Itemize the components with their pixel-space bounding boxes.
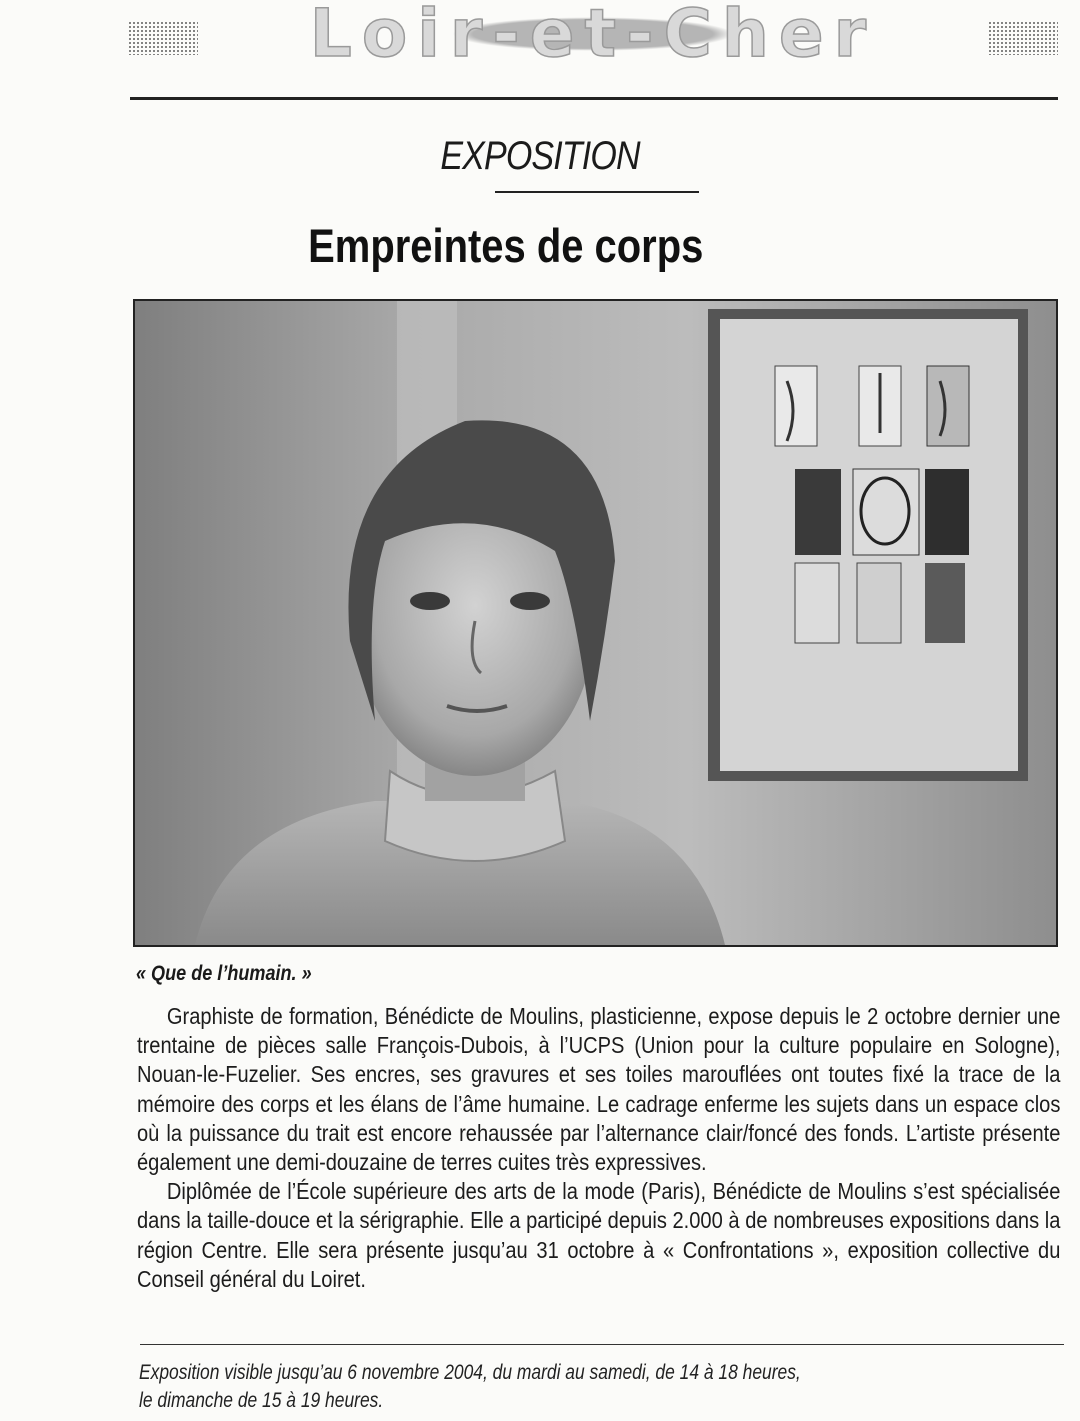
photo-caption: « Que de l’humain. »: [136, 962, 312, 985]
article-paragraph: Graphiste de formation, Bénédicte de Moulins, plasticienne, expose depuis le 2 octobre dernier une trentaine de pièces salle François-Dubois, à l’UCPS (Union pour la culture populaire en Sologne), Nouan-le-Fuzelier. Ses encres, ses gravures et ses toiles marouflées ont toutes fixé la trace de la mémoire des corps et les élans de l’âme humaine. Le cadrage enferme les sujets dans un espace clos où la puissance du trait est encore rehaussée par l’alternance clair/foncé des fonds. L’artiste présente également une demi-douzaine de terres cuites très expressives.: [137, 1003, 1061, 1176]
framed-artwork: [708, 309, 1028, 781]
section-label: EXPOSITION: [440, 134, 640, 178]
exhibition-info-line: Exposition visible jusqu’au 6 novembre 2004, du mardi au samedi, de 14 à 18 heures,: [139, 1361, 801, 1384]
masthead: [128, 0, 1058, 72]
masthead-right-dot-pattern: [988, 21, 1058, 55]
section-underline: [495, 191, 699, 193]
masthead-rule: [130, 97, 1058, 100]
masthead-title: Loir-et-Cher: [309, 0, 877, 72]
masthead-left-dot-pattern: [128, 21, 198, 55]
article-photo: [133, 299, 1058, 947]
exhibition-info: [139, 1359, 1052, 1415]
article-headline: Empreintes de corps: [308, 219, 704, 272]
article-body: [137, 1002, 1060, 1294]
article-paragraph: Diplômée de l’École supérieure des arts de la mode (Paris), Bénédicte de Moulins s’est spécialisée dans la taille-douce et la sérigraphie. Elle a participé depuis 2.000 à de nombreuses expositions dans la région Centre. Elle sera présente jusqu’au 31 octobre à « Confrontations », exposition collective du Conseil général du Loiret.: [137, 1178, 1061, 1292]
exhibition-info-line: le dimanche de 15 à 19 heures.: [139, 1389, 384, 1412]
footer-rule: [140, 1344, 1064, 1345]
